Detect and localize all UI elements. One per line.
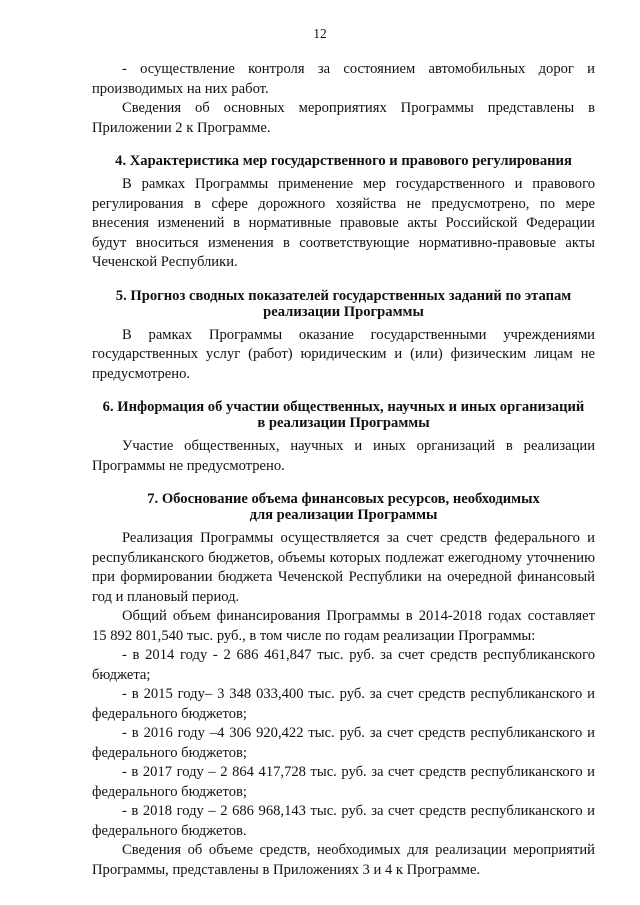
section-4-heading: 4. Характеристика мер государственного и правового регулирования [115,153,572,169]
intro-paragraph-2: Сведения об основных мероприятиях Программы представлены в Приложении 2 к Программе. [92,100,595,136]
section-6-heading [92,399,595,431]
funding-item-2015: - в 2015 году– 3 348 033,400 тыс. руб. за счет средств республиканского и федерального бюджетов; [92,686,595,722]
section-4-paragraph: В рамках Программы применение мер государственного и правового регулирования в сфере дорожного хозяйства не предусмотрено, по мере внесения изменений в нормативные правовые акты Российской Федерации будут вноситься изменения в соответствующие нормативно-правовые акты Чеченской Республики. [92,176,595,270]
section-7-paragraph-3: Сведения об объеме средств, необходимых для реализации мероприятий Программы, представлены в Приложениях 3 и 4 к Программе. [92,842,595,878]
page-number: 12 [313,26,327,41]
funding-item-2017: - в 2017 году – 2 864 417,728 тыс. руб. за счет средств республиканского и федерального бюджетов; [92,764,595,800]
funding-item-2018: - в 2018 году – 2 686 968,143 тыс. руб. за счет средств республиканского и федерального бюджетов. [92,803,595,839]
section-7-paragraph-2: Общий объем финансирования Программы в 2014-2018 годах составляет 15 892 801,540 тыс. руб., в том числе по годам реализации Программы: [92,608,595,644]
section-6-heading-line-1: 6. Информация об участии общественных, научных и иных организаций [102,399,585,415]
section-5-heading [92,288,595,320]
section-7-heading-line-1: 7. Обоснование объема финансовых ресурсов, необходимых [147,491,540,507]
section-7-heading [92,491,595,523]
section-6-paragraph: Участие общественных, научных и иных организаций в реализации Программы не предусмотрено. [92,438,595,474]
funding-item-2014: - в 2014 году - 2 686 461,847 тыс. руб. за счет средств республиканского бюджета; [92,647,595,683]
section-5-heading-line-1: 5. Прогноз сводных показателей государственных заданий по этапам [115,287,572,304]
intro-paragraph-1: - осуществление контроля за состоянием автомобильных дорог и производимых на них работ. [92,61,595,97]
section-6-heading-line-2: в реализации Программы [257,415,430,431]
document-body [92,60,595,880]
section-5-paragraph: В рамках Программы оказание государственными учреждениями государственных услуг (работ) юридическим и (или) физическим лицам не предусмотрено. [92,326,595,382]
section-7-paragraph-1: Реализация Программы осуществляется за счет средств федерального и республиканского бюджетов, объемы которых подлежат ежегодному уточнению при формировании бюджета Чеченской Республики на очередной финансовый год и плановый период. [92,530,595,605]
section-5-heading-line-2: реализации Программы [263,303,424,320]
section-7-heading-line-2: для реализации Программы [249,507,438,523]
funding-item-2016: - в 2016 году –4 306 920,422 тыс. руб. за счет средств республиканского и федерального бюджетов; [92,725,595,761]
